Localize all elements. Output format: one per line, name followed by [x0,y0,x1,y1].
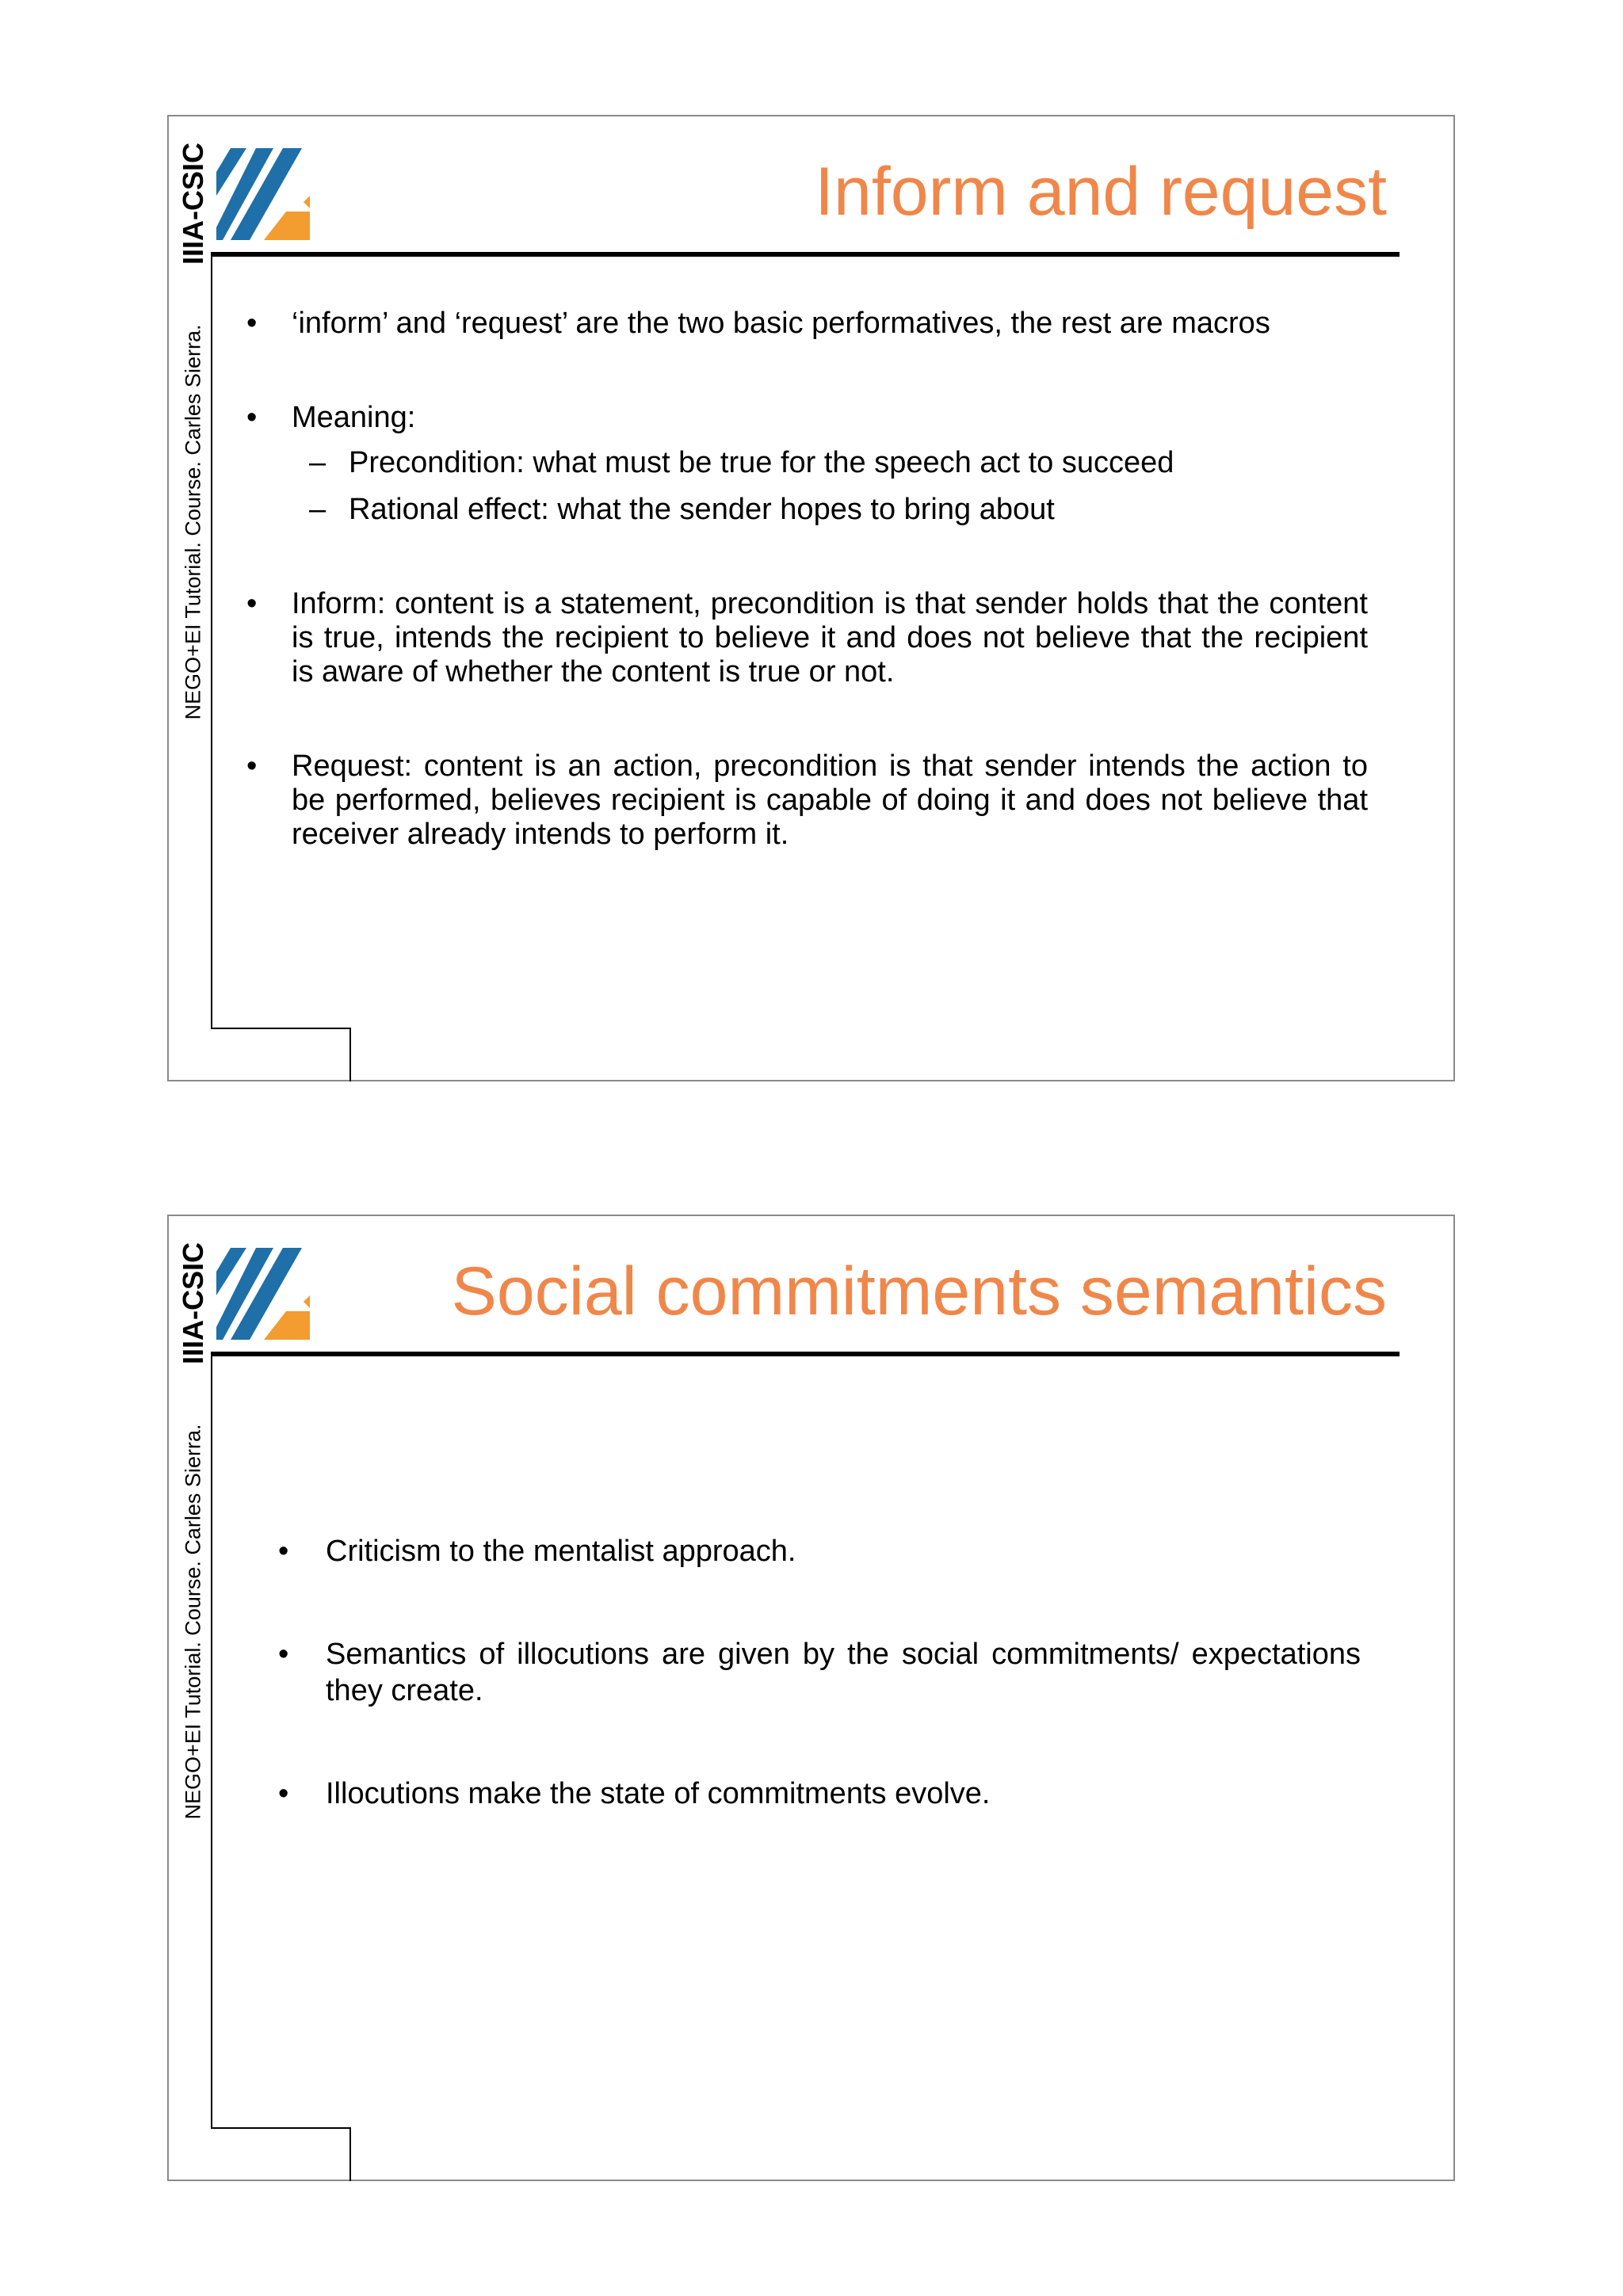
bullet-icon: • [278,1638,289,1671]
bullet-item [246,587,1368,689]
bullet-text: Illocutions make the state of commitments evolve. [326,1777,991,1810]
side-org-label: IIIA-CSIC [177,142,209,265]
iiia-logo-icon [216,148,310,240]
bullet-item [246,307,1368,341]
title-rule [211,1352,1400,1356]
sub-list [292,446,1368,527]
frame-tab [349,2127,351,2181]
bullet-item [278,1775,1361,1812]
sub-item [292,446,1368,480]
bullet-icon: • [278,1535,289,1568]
sub-text: Rational effect: what the sender hopes to bring about [349,493,1055,526]
bullet-list [278,1533,1361,1878]
dash-icon: – [309,493,327,526]
bullet-icon: • [246,587,258,620]
bullet-text: Criticism to the mentalist approach. [326,1535,796,1568]
bullet-text: ‘inform’ and ‘request’ are the two basic performatives, the rest are macros [292,307,1270,340]
iiia-logo-icon [216,1248,310,1340]
bullet-item [246,401,1368,527]
bullet-list [246,307,1368,912]
bullet-icon: • [246,749,258,783]
sub-item [292,493,1368,527]
bullet-item [246,749,1368,852]
sub-text: Precondition: what must be true for the speech act to succeed [349,446,1174,479]
bullet-text: Request: content is an action, precondition is that sender intends the action to be performed, believes recipient is capable of doing it and does not believe that receiver already intends to perform it. [292,749,1368,851]
frame-line [211,255,212,1028]
bullet-icon: • [246,307,258,340]
bullet-text: Meaning: [292,401,416,434]
side-course-label: NEGO+EI Tutorial. Course. Carles Sierra. [181,324,205,720]
frame-tab [349,1028,351,1081]
frame-tab [211,1028,351,1029]
bullet-icon: • [278,1777,289,1810]
frame-line [211,1355,212,2127]
title-rule [211,252,1400,257]
side-course-label: NEGO+EI Tutorial. Course. Carles Sierra. [181,1424,205,1820]
side-org-label: IIIA-CSIC [177,1241,209,1365]
bullet-text: Inform: content is a statement, precondition is that sender holds that the content is true, intends the recipient to believe it and does not believe that the recipient is aware of whether the content is true or not. [292,587,1368,688]
dash-icon: – [309,446,327,479]
frame-tab [211,2127,351,2129]
slide-inform-and-request [167,115,1455,1081]
slide-title: Social commitments semantics [451,1253,1387,1329]
slide-title: Inform and request [815,154,1387,230]
bullet-text: Semantics of illocutions are given by the social commitments/ expectations they create. [326,1638,1361,1707]
bullet-item [278,1636,1361,1709]
bullet-icon: • [246,401,258,434]
bullet-item [278,1533,1361,1569]
slide-social-commitments [167,1215,1455,2181]
